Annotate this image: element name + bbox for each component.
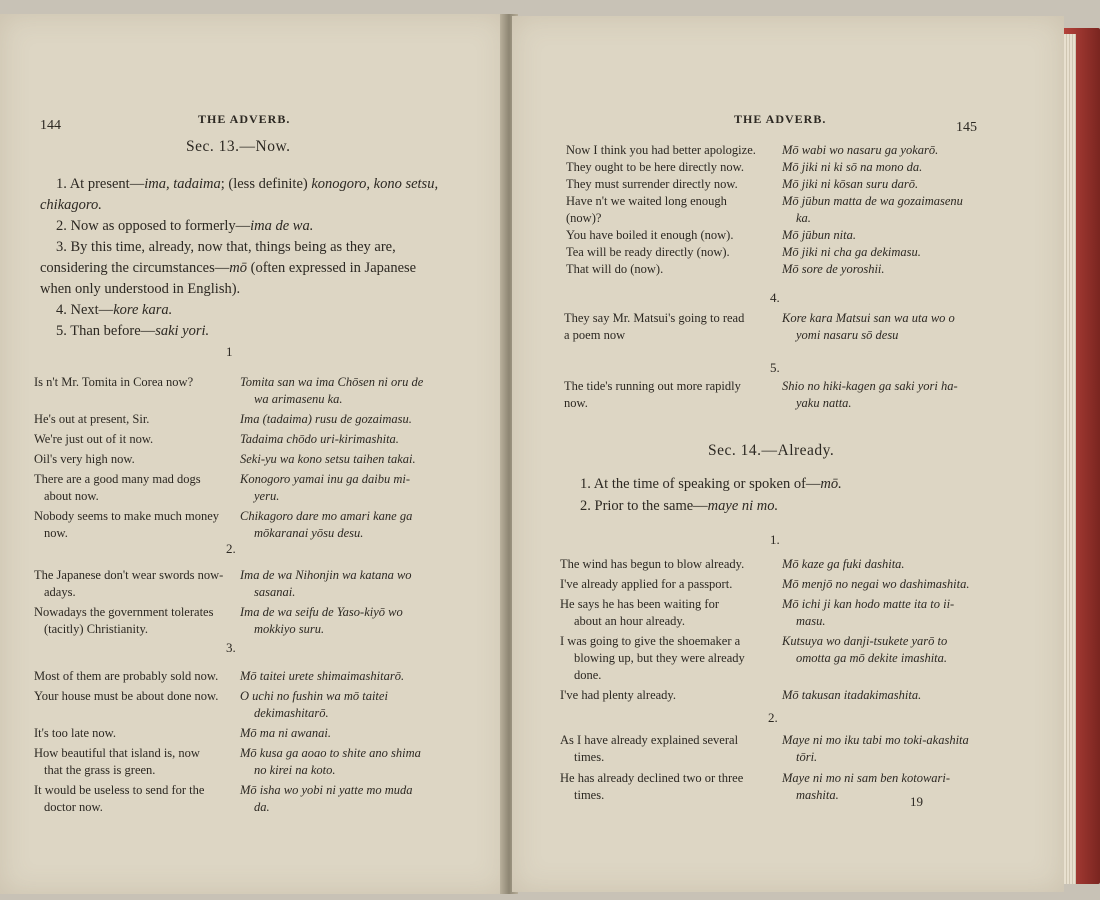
english-sentence: Now I think you had better apologize.: [566, 143, 756, 157]
english-sentence: I've already applied for a passport.: [560, 577, 733, 591]
left-page-number: 144: [40, 118, 61, 133]
right-page: [512, 16, 1064, 892]
english-sentence: Oil's very high now.: [34, 452, 135, 466]
japanese-translation: dekimashitarō.: [254, 706, 329, 720]
japanese-term: ima de wa.: [250, 218, 314, 234]
english-sentence: doctor now.: [44, 800, 103, 814]
japanese-term: chikagoro.: [40, 197, 102, 213]
english-sentence: about now.: [44, 489, 99, 503]
english-sentence: (tacitly) Christianity.: [44, 622, 149, 636]
page-edges: [1064, 34, 1076, 884]
english-sentence: Your house must be about done now.: [34, 689, 219, 703]
japanese-translation: Mō jiki ni ki sō na mono da.: [782, 160, 923, 174]
definition-text: 2. Prior to the same—: [580, 498, 708, 514]
english-sentence: Have n't we waited long enough: [566, 194, 727, 208]
right-group5-label: 5.: [770, 360, 780, 375]
english-sentence: As I have already explained several: [560, 733, 739, 747]
definition-line: [56, 237, 396, 258]
english-sentence: blowing up, but they were already: [574, 651, 745, 665]
right-signature-mark: 19: [910, 794, 923, 809]
english-sentence: He says he has been waiting for: [560, 597, 719, 611]
japanese-term: mō.: [820, 476, 842, 492]
right-group4-label: 4.: [770, 290, 780, 305]
japanese-translation: yomi nasaru sō desu: [796, 328, 899, 342]
japanese-translation: Mō takusan itadakimashita.: [782, 688, 922, 702]
japanese-translation: Ima de wa seifu de Yaso-kiyō wo: [240, 605, 403, 619]
english-sentence: They ought to be here directly now.: [566, 160, 744, 174]
left-group3-label: 3.: [226, 640, 236, 655]
english-sentence: times.: [574, 788, 605, 802]
japanese-translation: mokkiyo suru.: [254, 622, 325, 636]
japanese-translation: da.: [254, 800, 270, 814]
definition-text: considering the circumstances—: [40, 260, 230, 276]
english-sentence: Nobody seems to make much money: [34, 509, 220, 523]
japanese-term: kore kara.: [113, 302, 173, 318]
japanese-term: saki yori.: [155, 323, 210, 339]
left-running-head: THE ADVERB.: [198, 112, 291, 126]
japanese-translation: Seki-yu wa kono setsu taihen takai.: [240, 452, 416, 466]
right-section-title: Sec. 14.—Already.: [708, 442, 835, 459]
japanese-translation: Ima (tadaima) rusu de gozaimasu.: [240, 412, 412, 426]
japanese-translation: wa arimasenu ka.: [254, 392, 343, 406]
japanese-translation: Mō jiki ni kōsan suru darō.: [782, 177, 919, 191]
japanese-translation: Mō ma ni awanai.: [240, 726, 331, 740]
japanese-translation: Maye ni mo iku tabi mo toki-akashita: [782, 733, 969, 747]
english-sentence: now.: [564, 396, 588, 410]
japanese-translation: Mō sore de yoroshii.: [782, 262, 885, 276]
english-sentence: It would be useless to send for the: [34, 783, 205, 797]
japanese-translation: Mō ichi ji kan hodo matte ita to ii-: [782, 597, 955, 611]
japanese-translation: sasanai.: [254, 585, 296, 599]
english-sentence: (now)?: [566, 211, 602, 225]
english-sentence: We're just out of it now.: [34, 432, 154, 446]
right-group1-label: 1.: [770, 532, 780, 547]
japanese-translation: mashita.: [796, 788, 839, 802]
english-sentence: The Japanese don't wear swords now-: [34, 568, 224, 582]
japanese-translation: Mō wabi wo nasaru ga yokarō.: [782, 143, 939, 157]
japanese-translation: Mō kaze ga fuki dashita.: [782, 557, 905, 571]
japanese-translation: Konogoro yamai inu ga daibu mi-: [240, 472, 411, 486]
english-sentence: They must surrender directly now.: [566, 177, 738, 191]
english-sentence: That will do (now).: [566, 262, 664, 276]
english-sentence: adays.: [44, 585, 76, 599]
english-sentence: I've had plenty already.: [560, 688, 676, 702]
definition-text: 5. Than before—: [56, 323, 156, 339]
japanese-term: maye ni mo.: [707, 498, 779, 514]
japanese-translation: Mō taitei urete shimaimashitarō.: [240, 669, 405, 683]
english-sentence: He has already declined two or three: [560, 771, 744, 785]
definition-line: [56, 300, 172, 321]
right-page-number: 145: [956, 120, 977, 135]
definition-text: 4. Next—: [56, 302, 114, 318]
definition-text: 1. At present—: [56, 176, 145, 192]
left-section-title: Sec. 13.—Now.: [186, 138, 291, 155]
definition-text: 3. By this time, already, now that, things being as they are,: [56, 239, 396, 255]
japanese-term: mō: [229, 260, 247, 276]
definition-text: 1. At the time of speaking or spoken of—: [580, 476, 821, 492]
left-page: [0, 14, 506, 894]
japanese-translation: Ima de wa Nihonjin wa katana wo: [240, 568, 412, 582]
japanese-translation: Mō menjō no negai wo dashimashita.: [782, 577, 970, 591]
japanese-translation: mōkaranai yōsu desu.: [254, 526, 364, 540]
right-group2-label: 2.: [768, 710, 778, 725]
english-sentence: now.: [44, 526, 68, 540]
english-sentence: It's too late now.: [34, 726, 116, 740]
left-group1-label: 1: [226, 344, 233, 359]
english-sentence: a poem now: [564, 328, 626, 342]
english-sentence: Is n't Mr. Tomita in Corea now?: [34, 375, 194, 389]
japanese-translation: yaku natta.: [796, 396, 852, 410]
japanese-translation: masu.: [796, 614, 826, 628]
english-sentence: The tide's running out more rapidly: [564, 379, 741, 393]
japanese-translation: Shio no hiki-kagen ga saki yori ha-: [782, 379, 958, 393]
english-sentence: Most of them are probably sold now.: [34, 669, 219, 683]
japanese-translation: Tomita san wa ima Chōsen ni oru de: [240, 375, 424, 389]
english-sentence: times.: [574, 750, 605, 764]
japanese-term: konogoro, kono setsu,: [311, 176, 439, 192]
right-running-head: THE ADVERB.: [734, 112, 827, 126]
definition-line: [56, 216, 313, 237]
japanese-translation: Mō jūbun nita.: [782, 228, 856, 242]
japanese-translation: tōri.: [796, 750, 818, 764]
japanese-translation: O uchi no fushin wa mō taitei: [240, 689, 388, 703]
japanese-translation: omotta ga mō dekite imashita.: [796, 651, 948, 665]
definition-line: [40, 279, 240, 300]
definition-text: (often expressed in Japanese: [246, 260, 417, 276]
english-sentence: done.: [574, 668, 602, 682]
japanese-term: ima, tadaima: [144, 176, 221, 192]
japanese-translation: Mō jūbun matta de wa gozaimasenu: [782, 194, 963, 208]
definition-line: [580, 474, 842, 495]
japanese-translation: Kore kara Matsui san wa uta wo o: [782, 311, 955, 325]
english-sentence: The wind has begun to blow already.: [560, 557, 745, 571]
japanese-translation: Mō isha wo yobi ni yatte mo muda: [240, 783, 413, 797]
english-sentence: about an hour already.: [574, 614, 685, 628]
english-sentence: There are a good many mad dogs: [34, 472, 201, 486]
english-sentence: Nowadays the government tolerates: [34, 605, 214, 619]
definition-line: [56, 174, 438, 195]
definition-text: when only understood in English).: [40, 281, 241, 297]
japanese-translation: ka.: [796, 211, 811, 225]
english-sentence: Tea will be ready directly (now).: [566, 245, 730, 259]
english-sentence: How beautiful that island is, now: [34, 746, 200, 760]
definition-line: [40, 258, 416, 279]
definition-text: ; (less definite): [220, 176, 312, 192]
definition-text: 2. Now as opposed to formerly—: [56, 218, 251, 234]
japanese-translation: Mō jiki ni cha ga dekimasu.: [782, 245, 921, 259]
english-sentence: They say Mr. Matsui's going to read: [564, 311, 745, 325]
japanese-translation: no kirei na koto.: [254, 763, 336, 777]
japanese-translation: Kutsuya wo danji-tsukete yarō to: [782, 634, 948, 648]
japanese-translation: Tadaima chōdo uri-kirimashita.: [240, 432, 399, 446]
english-sentence: that the grass is green.: [44, 763, 156, 777]
definition-line: [580, 496, 778, 517]
japanese-translation: Maye ni mo ni sam ben kotowari-: [782, 771, 951, 785]
english-sentence: I was going to give the shoemaker a: [560, 634, 741, 648]
definition-line: [56, 321, 209, 342]
japanese-translation: yeru.: [254, 489, 280, 503]
definition-line: [40, 195, 102, 216]
japanese-translation: Chikagoro dare mo amari kane ga: [240, 509, 413, 523]
english-sentence: He's out at present, Sir.: [34, 412, 150, 426]
left-group2-label: 2.: [226, 541, 236, 556]
english-sentence: You have boiled it enough (now).: [566, 228, 734, 242]
japanese-translation: Mō kusa ga aoao to shite ano shima: [240, 746, 421, 760]
